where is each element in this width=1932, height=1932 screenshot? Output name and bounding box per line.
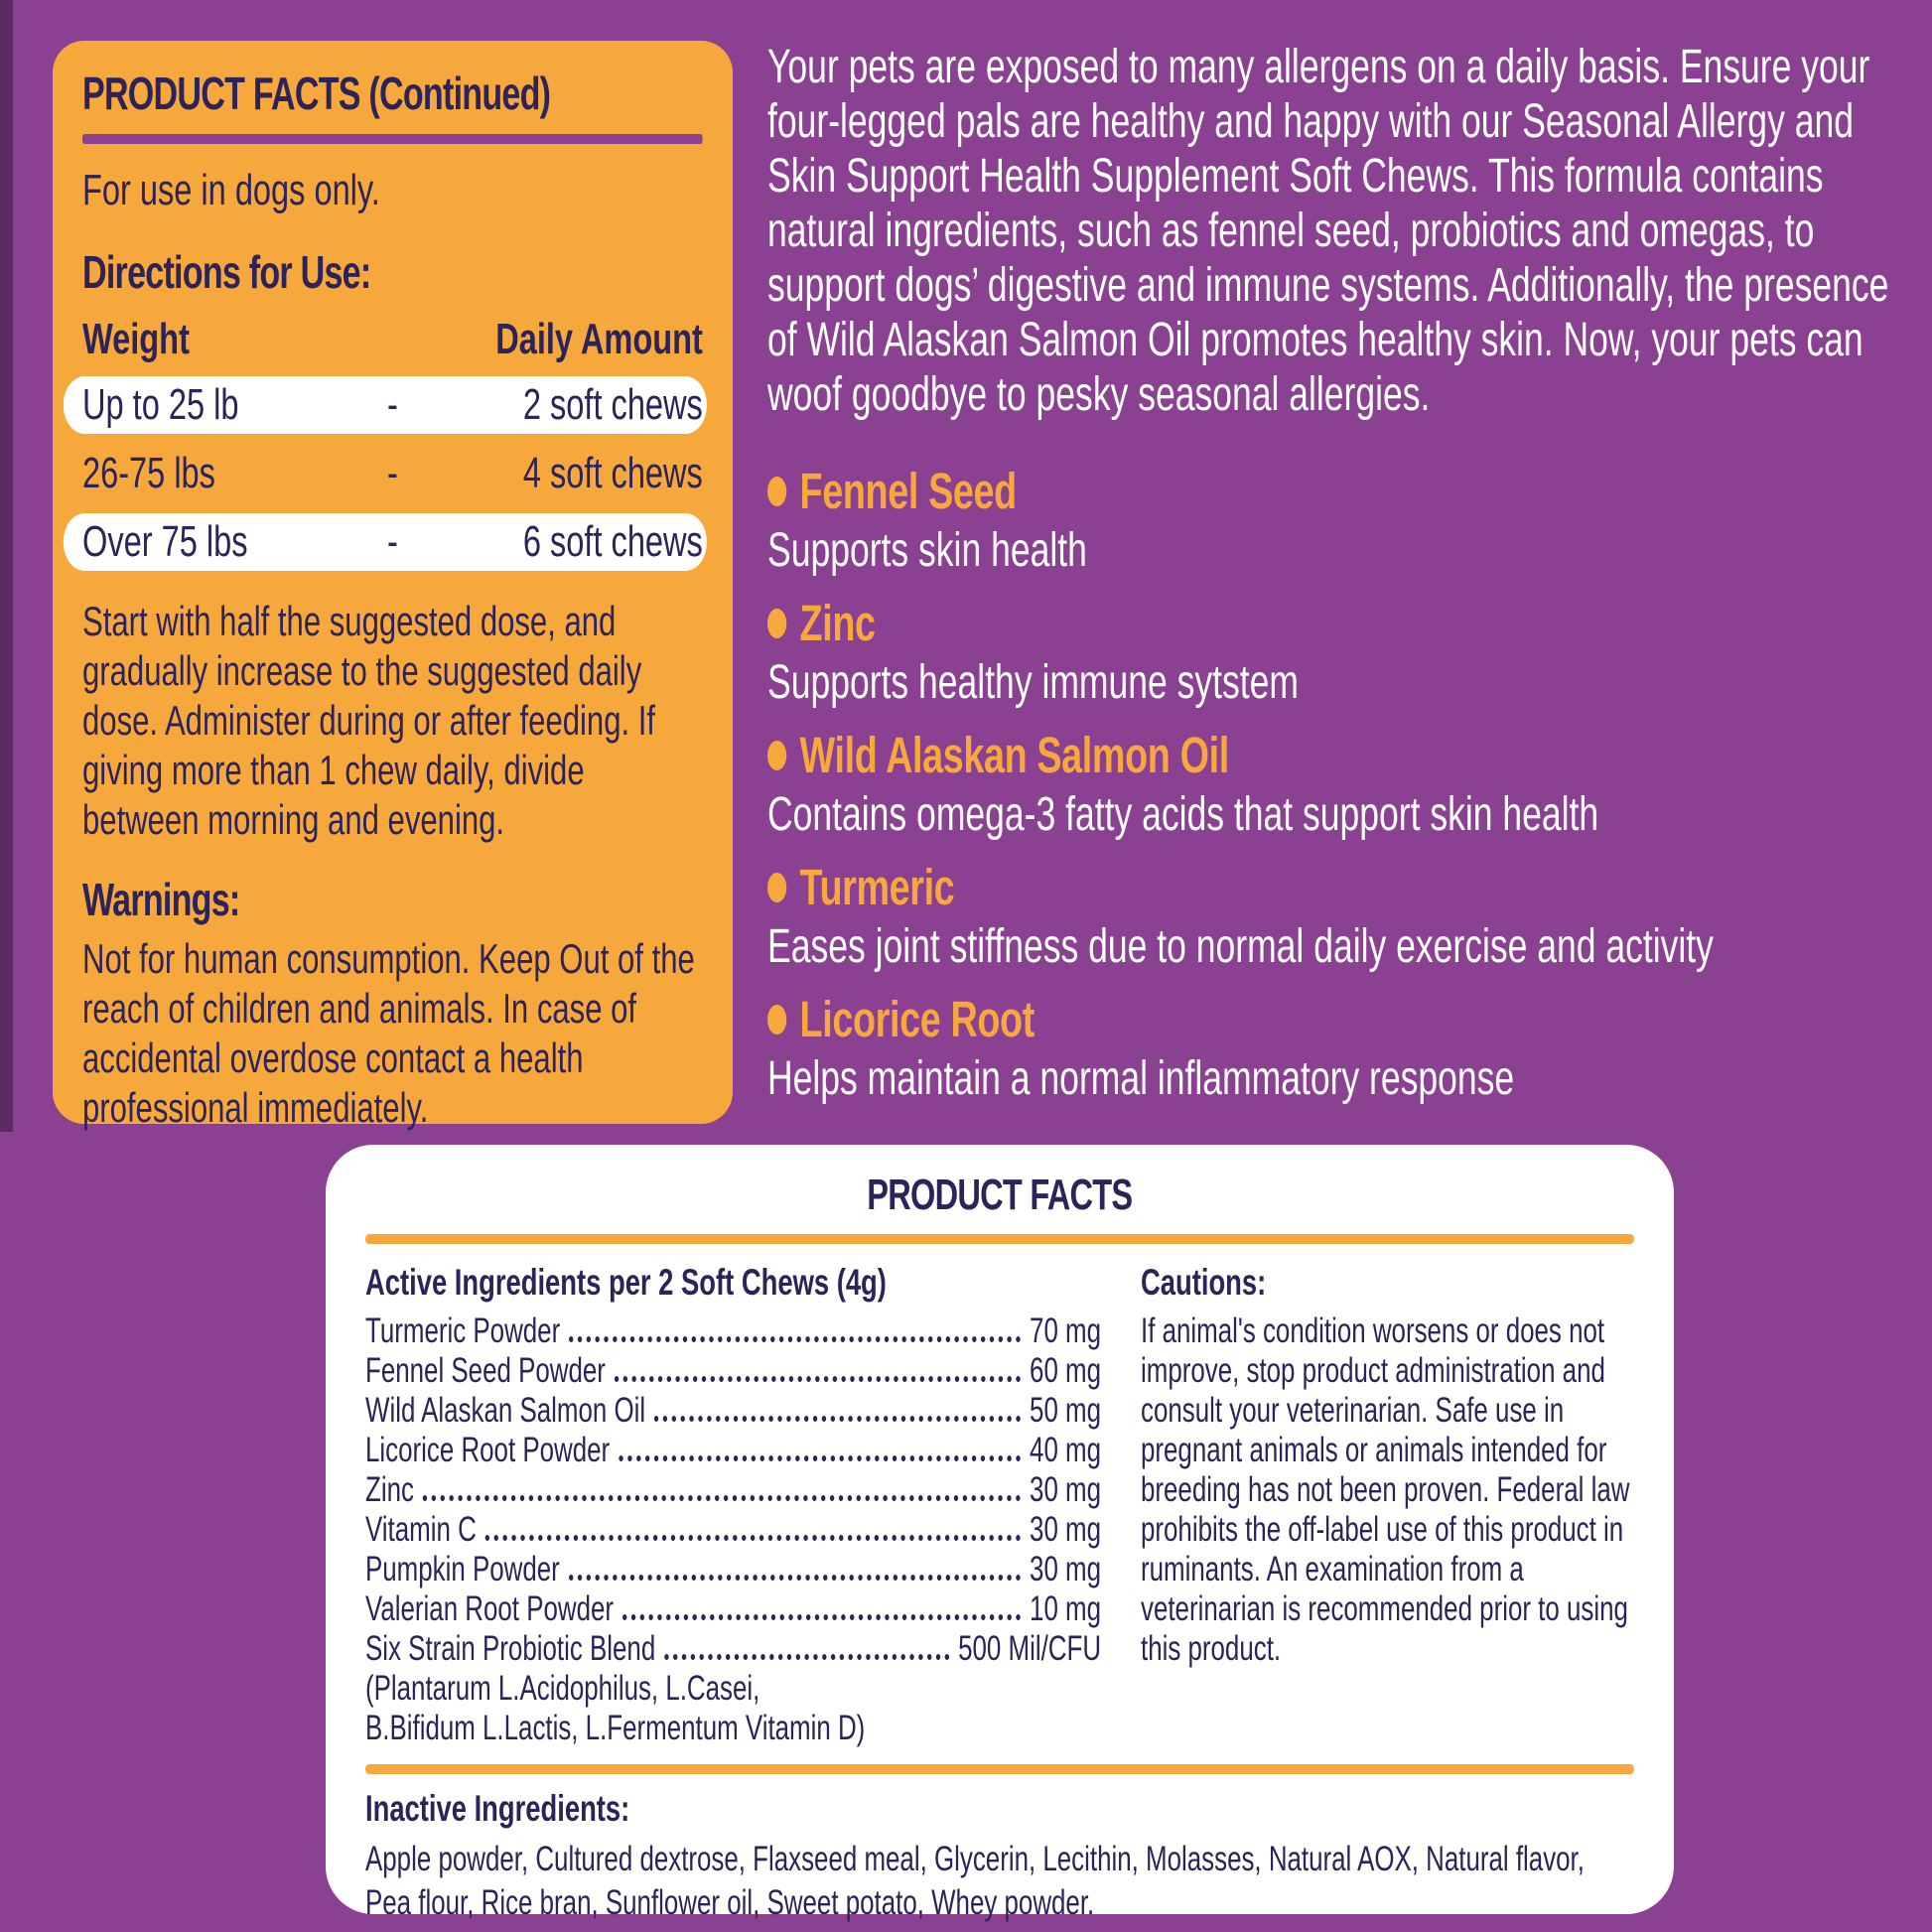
cautions-heading: Cautions: xyxy=(1141,1262,1267,1303)
facts-divider-top xyxy=(365,1234,1634,1244)
dash-cell: - xyxy=(386,517,398,566)
dotted-leader xyxy=(569,1575,1022,1581)
product-description: Your pets are exposed to many allergens on a daily basis. Ensure your four-legged pals are healthy and happy with our Seasonal Allergy and Skin Support Health Supplement Soft Chews. This formula contains natural ingredients, such as fennel seed, probiotics and omegas, to support dogs’ digestive and immune systems. Additionally, the presence of Wild Alaskan Salmon Oil promotes healthy skin. Now, your pets can woof goodbye to pesky seasonal allergies. xyxy=(767,41,1889,421)
dotted-leader xyxy=(569,1336,1021,1342)
dotted-leader xyxy=(615,1376,1021,1382)
ingredient-amount: 50 mg xyxy=(1030,1391,1102,1430)
bullet-description: Supports skin health xyxy=(767,524,1087,577)
directions-heading: Directions for Use: xyxy=(82,246,371,298)
bullet-dot-icon xyxy=(767,477,786,506)
ingredient-name: Zinc xyxy=(365,1470,414,1509)
probiotic-strains-note: (Plantarum L.Acidophilus, L.Casei, xyxy=(365,1669,760,1708)
dosage-row xyxy=(64,376,708,434)
ingredient-row xyxy=(365,1351,1101,1391)
bullet-item xyxy=(767,726,1899,842)
bullet-dot-icon xyxy=(767,609,786,638)
amount-cell: 4 soft chews xyxy=(522,449,703,497)
dosage-row xyxy=(82,445,703,502)
ingredient-name: Wild Alaskan Salmon Oil xyxy=(365,1391,646,1430)
ingredient-row xyxy=(365,1550,1101,1589)
ingredient-name: Fennel Seed Powder xyxy=(365,1351,606,1390)
weight-cell: Up to 25 lb xyxy=(82,380,239,429)
cautions-section xyxy=(1141,1262,1634,1748)
ingredient-name: Six Strain Probiotic Blend xyxy=(365,1629,656,1668)
bullet-name: Turmeric xyxy=(799,859,955,915)
ingredient-amount: 30 mg xyxy=(1030,1510,1102,1549)
dotted-leader xyxy=(423,1495,1021,1501)
facts-title: PRODUCT FACTS xyxy=(867,1171,1133,1219)
bullet-name: Zinc xyxy=(799,595,876,651)
dash-cell: - xyxy=(386,449,398,497)
ingredient-amount: 30 mg xyxy=(1030,1470,1102,1509)
dosage-table xyxy=(82,315,703,571)
bullet-name: Fennel Seed xyxy=(799,463,1017,519)
warnings-heading: Warnings: xyxy=(82,874,240,925)
ingredient-bullets xyxy=(767,462,1899,1106)
bullet-description: Supports healthy immune sytstem xyxy=(767,656,1300,709)
column-amount-header: Daily Amount xyxy=(495,315,703,363)
active-ingredients-heading: Active Ingredients per 2 Soft Chews (4g) xyxy=(365,1262,887,1303)
dosing-instructions: Start with half the suggested dose, and gradually increase to the suggested daily dose. Administer during or after feeding. If giving more than 1 chew daily, divide between morning and evening. xyxy=(82,598,656,843)
ingredient-row xyxy=(365,1589,1101,1629)
ingredient-amount: 30 mg xyxy=(1030,1550,1102,1588)
bullet-item xyxy=(767,858,1899,974)
panel-title: PRODUCT FACTS (Continued) xyxy=(82,68,551,119)
ingredient-name: Turmeric Powder xyxy=(365,1311,561,1350)
ingredient-amount: 40 mg xyxy=(1030,1431,1102,1469)
title-underline xyxy=(82,134,703,144)
ingredient-name: Valerian Root Powder xyxy=(365,1589,615,1628)
dotted-leader xyxy=(654,1416,1021,1422)
amount-cell: 2 soft chews xyxy=(522,380,703,429)
dotted-leader xyxy=(619,1455,1021,1461)
facts-divider-bottom xyxy=(365,1764,1634,1774)
ingredient-row xyxy=(365,1510,1101,1550)
ingredient-name: Pumpkin Powder xyxy=(365,1550,560,1588)
amount-cell: 6 soft chews xyxy=(522,517,703,566)
product-facts-continued-panel xyxy=(53,41,733,1131)
bullet-name: Licorice Root xyxy=(799,991,1035,1047)
dotted-leader xyxy=(622,1614,1021,1620)
inactive-ingredients-text: Apple powder, Cultured dextrose, Flaxseed meal, Glycerin, Lecithin, Molasses, Natural AOX, Natural flavor, Pea flour, Rice bran, Sunflower oil, Sweet potato, Whey powder. xyxy=(365,1840,1585,1922)
ingredient-row xyxy=(365,1470,1101,1510)
probiotic-strains-note: B.Bifidum L.Lactis, L.Fermentum Vitamin D) xyxy=(365,1709,866,1747)
warnings-text: Not for human consumption. Keep Out of the reach of children and animals. In case of accidental overdose contact a health professional immediately. xyxy=(82,935,695,1131)
for-use-note: For use in dogs only. xyxy=(82,166,380,214)
dash-cell: - xyxy=(386,380,398,429)
weight-cell: 26-75 lbs xyxy=(82,449,215,497)
ingredient-name: Vitamin C xyxy=(365,1510,477,1549)
dotted-leader xyxy=(485,1535,1021,1541)
product-description-column xyxy=(767,40,1899,1106)
ingredient-amount: 500 Mil/CFU xyxy=(958,1629,1102,1668)
bullet-dot-icon xyxy=(767,741,786,770)
ingredient-row xyxy=(365,1391,1101,1431)
bullet-dot-icon xyxy=(767,1005,786,1035)
bullet-description: Contains omega-3 fatty acids that support skin health xyxy=(767,788,1599,841)
inactive-ingredients-heading: Inactive Ingredients: xyxy=(365,1788,630,1829)
bullet-item xyxy=(767,462,1899,578)
active-ingredients-section xyxy=(365,1262,1101,1748)
cautions-text: If animal's condition worsens or does not improve, stop product administration and consult your veterinarian. Safe use in pregnant animals or animals intended for breeding has not been proven. Federal law prohibits the off-label use of this product in ruminants. An examination from a veterinarian is recommended prior to using this product. xyxy=(1141,1311,1630,1668)
bullet-description: Eases joint stiffness due to normal daily exercise and activity xyxy=(767,920,1714,973)
ingredient-amount: 60 mg xyxy=(1030,1351,1102,1390)
column-weight-header: Weight xyxy=(82,315,190,363)
purple-edge-strip xyxy=(0,0,13,1132)
ingredient-row xyxy=(365,1311,1101,1351)
dotted-leader xyxy=(664,1654,949,1660)
ingredient-row xyxy=(365,1431,1101,1470)
ingredient-row xyxy=(365,1629,1101,1669)
ingredient-amount: 10 mg xyxy=(1030,1589,1102,1628)
bullet-item xyxy=(767,990,1899,1106)
ingredient-amount: 70 mg xyxy=(1030,1311,1102,1350)
product-facts-panel xyxy=(326,1145,1674,1922)
dosage-row xyxy=(64,513,708,571)
bullet-dot-icon xyxy=(767,873,786,902)
bullet-description: Helps maintain a normal inflammatory response xyxy=(767,1052,1515,1105)
table-header-row xyxy=(82,315,703,364)
ingredient-name: Licorice Root Powder xyxy=(365,1431,611,1469)
bullet-name: Wild Alaskan Salmon Oil xyxy=(799,727,1229,783)
weight-cell: Over 75 lbs xyxy=(82,517,248,566)
bullet-item xyxy=(767,594,1899,710)
